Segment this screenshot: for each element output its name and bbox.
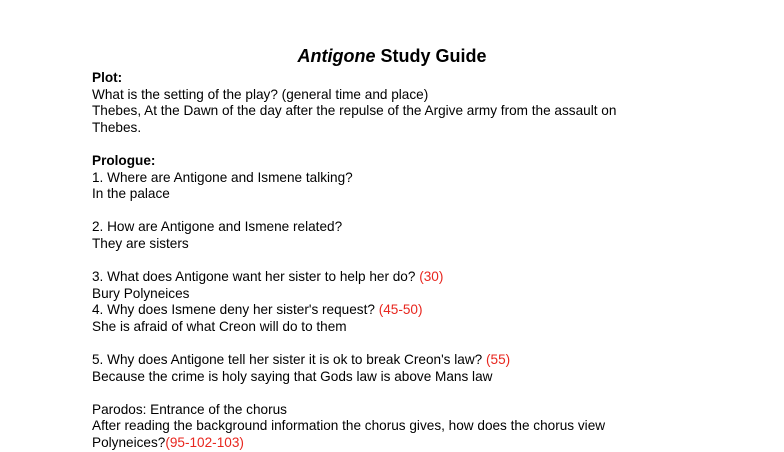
spacer: [92, 203, 692, 220]
document-body: [92, 70, 692, 452]
plot-answer-line-2: Thebes.: [92, 119, 142, 135]
prologue-question-4: 4. Why does Ismene deny her sister's request?: [92, 302, 375, 318]
prologue-question-3-line: [92, 269, 692, 286]
prologue-question-5-line: [92, 352, 692, 369]
prologue-answer-4: She is afraid of what Creon will do to them: [92, 318, 347, 334]
title-rest: Study Guide: [375, 46, 487, 66]
prologue-question-5-ref: (55): [485, 352, 511, 368]
parodos-question-1-line-2: [92, 435, 692, 452]
plot-answer-line-1: Thebes, At the Dawn of the day after the repulse of the Argive army from the assault on: [92, 103, 617, 119]
prologue-question-3-ref: (30): [419, 269, 444, 285]
prologue-answer-5: Because the crime is holy saying that Gods law is above Mans law: [92, 368, 493, 384]
spacer: [92, 385, 692, 402]
parodos-heading: Parodos: Entrance of the chorus: [92, 401, 287, 417]
spacer: [92, 253, 692, 270]
prologue-heading: Prologue:: [92, 152, 156, 168]
prologue-question-3: 3. What does Antigone want her sister to help her do?: [92, 269, 416, 285]
parodos-question-1-tail: Polyneices?: [92, 435, 166, 451]
plot-question: What is the setting of the play? (general time and place): [92, 86, 429, 102]
plot-heading: Plot:: [92, 70, 123, 85]
parodos-question-1-line-1: After reading the background information the chorus gives, how does the chorus view: [92, 418, 606, 434]
title-italic: Antigone: [297, 46, 376, 66]
prologue-answer-2: They are sisters: [92, 235, 189, 251]
prologue-question-4-line: [92, 302, 692, 319]
parodos-question-1-ref: (95-102-103): [165, 435, 244, 451]
prologue-answer-3: Bury Polyneices: [92, 285, 190, 301]
prologue-question-1: 1. Where are Antigone and Ismene talking?: [92, 169, 353, 185]
prologue-question-4-ref: (45-50): [378, 302, 423, 318]
prologue-question-5: 5. Why does Antigone tell her sister it is ok to break Creon's law?: [92, 352, 483, 368]
prologue-question-2: 2. How are Antigone and Ismene related?: [92, 219, 343, 235]
document-title: [0, 45, 784, 67]
spacer: [92, 336, 692, 353]
spacer: [92, 136, 692, 153]
prologue-answer-1: In the palace: [92, 186, 170, 202]
